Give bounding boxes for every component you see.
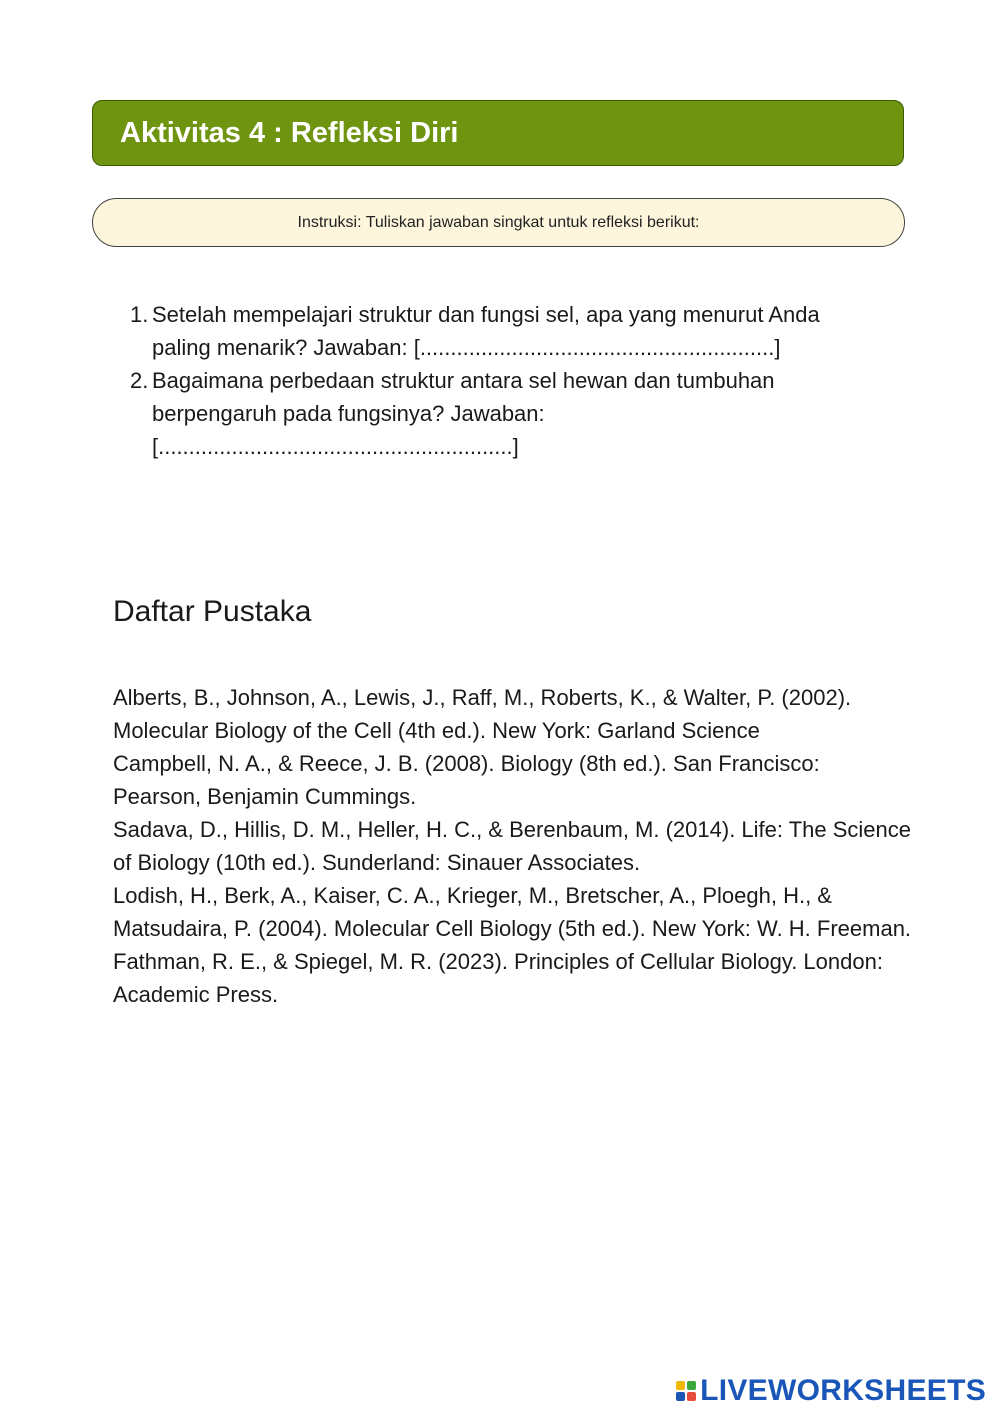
logo-square [687, 1381, 696, 1390]
logo-grid-icon [676, 1381, 696, 1401]
question-text: Bagaimana perbedaan struktur antara sel hewan dan tumbuhan berpengaruh pada fungsinya? Jawaban: [..........................................................] [152, 368, 775, 459]
reference-item: Lodish, H., Berk, A., Kaiser, C. A., Krieger, M., Bretscher, A., Ploegh, H., & Matsudaira, P. (2004). Molecular Cell Biology (5th ed.). New York: W. H. Freeman. [113, 883, 912, 941]
liveworksheets-logo[interactable] [676, 1374, 986, 1408]
question-item [130, 364, 870, 463]
instruction-box [92, 198, 905, 247]
reference-list [113, 681, 913, 1011]
reference-item: Fathman, R. E., & Spiegel, M. R. (2023). Principles of Cellular Biology. London: Academic Press. [113, 949, 883, 1007]
logo-square [687, 1392, 696, 1401]
question-text: Setelah mempelajari struktur dan fungsi sel, apa yang menurut Anda paling menarik? Jawaban: [..........................................................] [152, 302, 820, 360]
activity-title: Aktivitas 4 : Refleksi Diri [120, 117, 459, 149]
reference-item: Sadava, D., Hillis, D. M., Heller, H. C., & Berenbaum, M. (2014). Life: The Science of Biology (10th ed.). Sunderland: Sinauer Associates. [113, 817, 912, 875]
question-item [130, 298, 870, 364]
reference-item: Campbell, N. A., & Reece, J. B. (2008). Biology (8th ed.). San Francisco: Pearson, Benjamin Cummings. [113, 751, 820, 809]
question-number: 2. [130, 368, 149, 393]
logo-square [676, 1381, 685, 1390]
references-heading: Daftar Pustaka [113, 595, 312, 628]
question-list [130, 298, 870, 463]
logo-text: LIVEWORKSHEETS [700, 1374, 986, 1407]
question-number: 1. [130, 302, 149, 327]
instruction-text: Instruksi: Tuliskan jawaban singkat untuk refleksi berikut: [297, 213, 700, 231]
activity-title-banner [92, 100, 904, 166]
logo-square [676, 1392, 685, 1401]
reference-item: Alberts, B., Johnson, A., Lewis, J., Raff, M., Roberts, K., & Walter, P. (2002). Molecular Biology of the Cell (4th ed.). New York: Garland Science [113, 685, 852, 743]
